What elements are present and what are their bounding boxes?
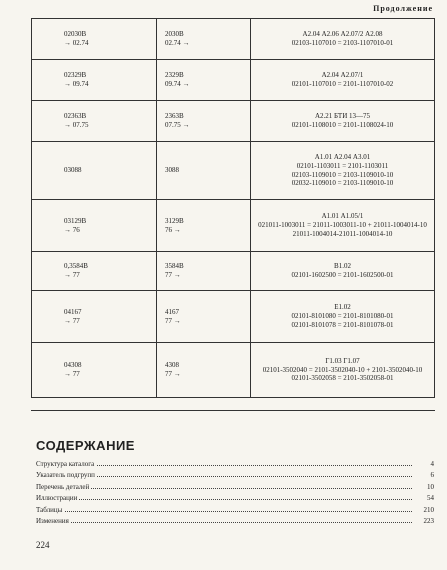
cell-line: 3088	[165, 166, 179, 175]
old-number-cell	[32, 101, 157, 142]
cell-line: А2.21 БТИ 13—75	[314, 112, 371, 121]
table-row	[32, 343, 435, 398]
cell-line: 21011-1004014-21011-1004014-10	[292, 229, 393, 238]
references-cell	[251, 101, 435, 142]
toc-item-page: 10	[427, 482, 434, 491]
cell-line: 0,3584В	[64, 262, 88, 271]
old-number-cell	[32, 200, 157, 252]
table-row	[32, 252, 435, 291]
toc-item	[36, 514, 434, 526]
cell-line: 77 →	[165, 370, 181, 378]
cell-line: 02101-3502058 = 2101-3502058-01	[291, 374, 394, 383]
cell-line: 02103-1109010 = 2103-1109010-10	[291, 170, 394, 179]
cell-line: 02329В	[64, 71, 87, 80]
table-row	[32, 200, 435, 252]
toc-title: СОДЕРЖАНИЕ	[36, 438, 135, 453]
cell-line: Е1.02	[334, 303, 351, 312]
cell-line: 4308	[165, 361, 179, 370]
toc-item-page: 4	[430, 459, 434, 468]
toc-item-label: Перечень деталей	[36, 482, 90, 491]
table-row	[32, 60, 435, 101]
cell-line: 2329В	[165, 71, 184, 80]
cell-line: 02101-1108010 = 2101-1108024-10	[291, 121, 394, 129]
cell-line: В1.02	[334, 262, 351, 271]
cell-line: 02032-1109010 = 2103-1109010-10	[291, 179, 394, 188]
references-cell	[251, 200, 435, 252]
table-row	[32, 101, 435, 142]
cell-line: → 77	[64, 316, 80, 325]
old-number-cell	[32, 252, 157, 291]
cell-line: 02.74 →	[165, 39, 190, 47]
toc-item-label: Указатель подгрупп	[36, 471, 95, 479]
cell-line: 02101-8101078 = 2101-8101078-01	[291, 320, 394, 329]
old-number-cell	[32, 291, 157, 343]
references-cell	[251, 19, 435, 60]
references-cell	[251, 142, 435, 200]
new-number-cell	[157, 343, 251, 398]
cell-line: 03088	[64, 166, 82, 175]
toc-leader-dots	[36, 499, 412, 500]
toc-list	[36, 456, 434, 525]
cell-line: А2.04 А2.07/1	[321, 71, 364, 80]
cell-line: → 77	[64, 271, 80, 279]
cell-line: 3129В	[165, 216, 184, 225]
cell-line: 02103-1107010 = 2103-1107010-01	[291, 39, 394, 47]
table-row	[32, 19, 435, 60]
toc-leader-dots	[36, 522, 412, 523]
cell-line: 02101-8101080 = 2101-8101080-01	[291, 312, 394, 321]
parts-table	[31, 18, 435, 398]
old-number-cell	[32, 142, 157, 200]
cell-line: А2.04 А2.06 А2.07/2 А2.08	[302, 30, 383, 39]
toc-item-page: 54	[427, 494, 434, 502]
toc-item-page: 210	[423, 505, 434, 514]
old-number-cell	[32, 343, 157, 398]
new-number-cell	[157, 252, 251, 291]
toc-item-page: 223	[423, 517, 434, 525]
toc-item	[36, 456, 434, 468]
new-number-cell	[157, 19, 251, 60]
references-cell	[251, 343, 435, 398]
cell-line: 09.74 →	[165, 80, 190, 88]
cell-line: А1.01 А1.05/1	[321, 212, 364, 221]
cell-line: 02030В	[64, 30, 87, 39]
cell-line: 021011-1003011 = 21011-1003011-10 + 21011-1004014-10	[258, 221, 427, 230]
continuation-label: Продолжение	[373, 4, 433, 13]
toc-leader-dots	[36, 511, 412, 512]
cell-line: А1.01 А2.04 А3.01	[314, 153, 371, 161]
cell-line: 3584В	[165, 262, 184, 271]
new-number-cell	[157, 142, 251, 200]
toc-item	[36, 491, 434, 503]
toc-item	[36, 502, 434, 514]
cell-line: 77 →	[165, 316, 181, 325]
references-cell	[251, 60, 435, 101]
cell-line: 2363В	[165, 112, 184, 121]
cell-line: Г1.03 Г1.07	[325, 356, 360, 365]
new-number-cell	[157, 101, 251, 142]
toc-item-label: Структура каталога	[36, 459, 95, 468]
cell-line: 02101-3502040 = 2101-3502040-10 + 2101-3502040-10	[262, 365, 423, 374]
cell-line: 77 →	[165, 271, 181, 279]
cell-line: → 09.74	[64, 80, 89, 88]
new-number-cell	[157, 200, 251, 252]
cell-line: 02101-1103011 = 2101-1103011	[296, 161, 389, 170]
cell-line: → 77	[64, 370, 80, 378]
references-cell	[251, 291, 435, 343]
toc-item	[36, 479, 434, 491]
toc-item-page: 6	[430, 471, 434, 479]
cell-line: → 02.74	[64, 39, 89, 47]
cell-line: 03129В	[64, 216, 87, 225]
new-number-cell	[157, 60, 251, 101]
table-row	[32, 291, 435, 343]
toc-item-label: Иллюстрации	[36, 494, 78, 502]
old-number-cell	[32, 60, 157, 101]
cell-line: 04167	[64, 307, 82, 316]
cell-line: 76 →	[165, 225, 181, 234]
section-divider	[31, 410, 435, 411]
table-row	[32, 142, 435, 200]
toc-item-label: Таблицы	[36, 505, 63, 514]
old-number-cell	[32, 19, 157, 60]
page-number: 224	[36, 540, 50, 550]
toc-leader-dots	[36, 488, 412, 489]
cell-line: 2030В	[165, 30, 184, 39]
new-number-cell	[157, 291, 251, 343]
cell-line: → 07.75	[64, 121, 89, 129]
toc-item-label: Изменения	[36, 517, 69, 525]
cell-line: 02101-1602500 = 2101-1602500-01	[291, 271, 394, 279]
toc-item	[36, 468, 434, 480]
cell-line: 02101-1107010 = 2101-1107010-02	[291, 80, 394, 88]
cell-line: 02363В	[64, 112, 87, 121]
references-cell	[251, 252, 435, 291]
cell-line: 04308	[64, 361, 82, 370]
cell-line: → 76	[64, 225, 80, 234]
cell-line: 07.75 →	[165, 121, 190, 129]
cell-line: 4167	[165, 307, 179, 316]
